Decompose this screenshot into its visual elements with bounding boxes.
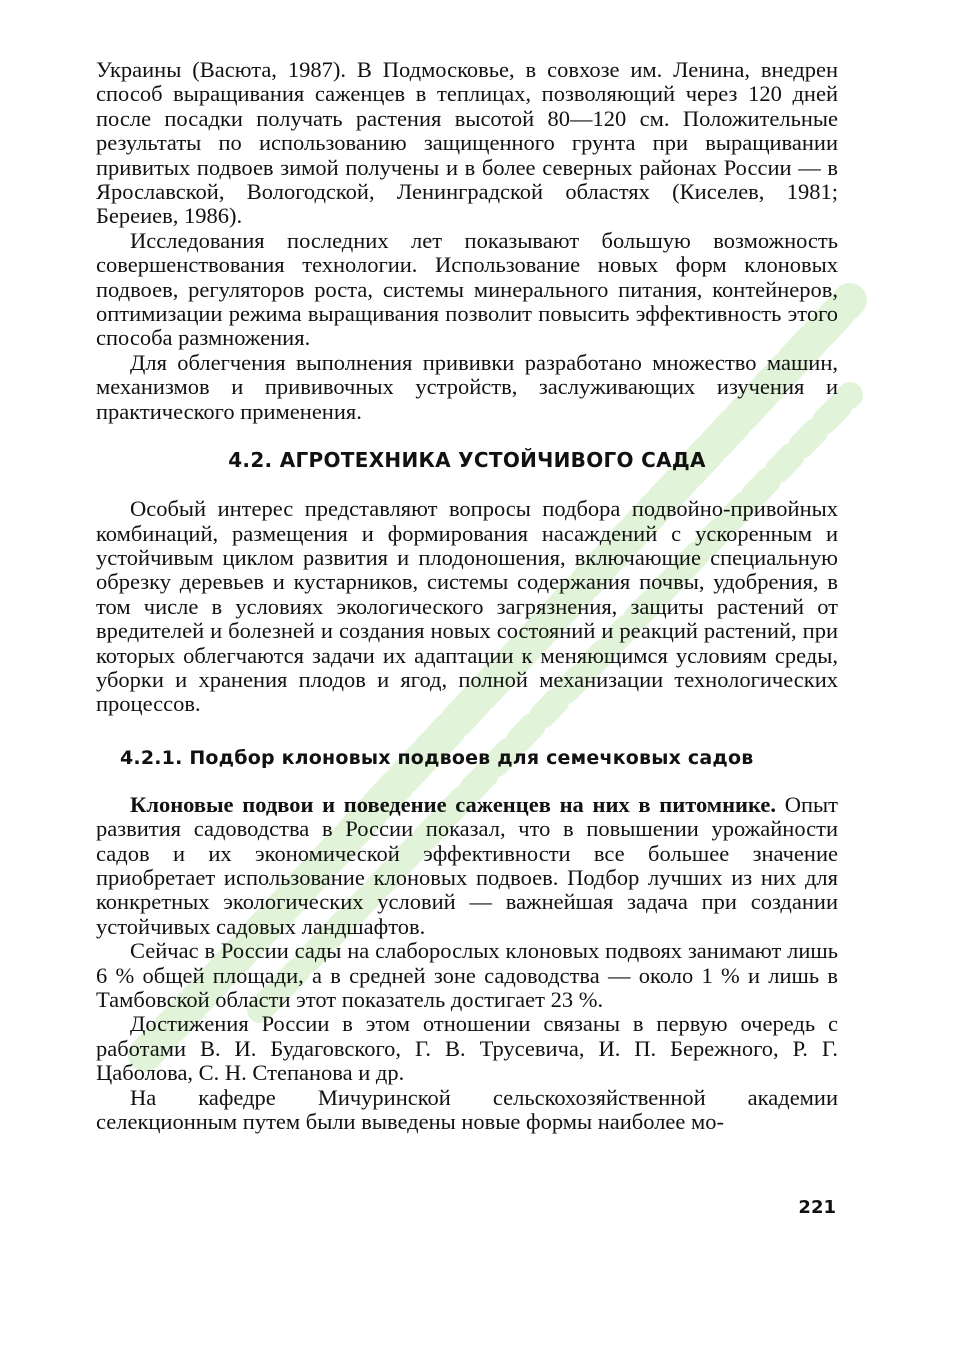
subsection-heading: 4.2.1. Подбор клоновых подвоев для семечковых садов — [120, 746, 754, 769]
nursery-body-text: Опыт развития садоводства в России показал, что в повышении урожайности садов и их экономической эффективности все большее значение приобретает использование клоновых подвоев. Подбор лучших из них для конкретных экологических условий — важнейшая задача при создании устойчивых садовых ландшафтов. — [96, 791, 838, 939]
achievements-paragraph: Достижения России в этом отношении связаны в первую очередь с работами В. И. Будаговского, Г. В. Трусевича, И. П. Бережного, Р. Г. Цаболова, С. Н. Степанова и др. — [96, 1011, 838, 1086]
nursery-paragraph — [96, 793, 838, 939]
nursery-run-in-heading: Клоновые подвои и поведение саженцев на них в питомнике. — [130, 791, 777, 817]
research-paragraph: Исследования последних лет показывают большую возможность совершенствования технологии. Использование новых форм клоновых подвоев, регуляторов роста, системы минерального питания, контейнеров, оптимизации режима выращивания позволит повысить эффективность этого способа размножения. — [96, 227, 838, 351]
area-paragraph: Сейчас в России сады на слаборослых клоновых подвоях занимают лишь 6 % общей площади, а в средней зоне садоводства — около 1 % и лишь в Тамбовской области этот показатель достигает 23 %. — [96, 938, 838, 1012]
section-heading: 4.2. АГРОТЕХНИКА УСТОЙЧИВОГО САДА — [228, 448, 706, 473]
continuation-paragraph: Украины (Васюта, 1987). В Подмосковье, в совхозе им. Ленина, внедрен способ выращивания саженцев в теплицах, позволяющий через 120 дней после посадки получать растения высотой 80—120 см. Положительные результаты по использованию защищенного грунта при выращивании привитых подвоев зимой получены и в более северных районах России — в Ярославской, Вологодской, Ленинградской областях (Киселев, 1981; Береиев, 1986). — [96, 57, 838, 229]
academy-paragraph: На кафедре Мичуринской сельскохозяйственной академии селекционным путем были выведены новые формы наиболее мо- — [96, 1084, 838, 1135]
book-page — [96, 58, 838, 1134]
page-number: 221 — [798, 1197, 836, 1218]
section-intro-paragraph: Особый интерес представляют вопросы подбора подвойно-привойных комбинаций, размещения и формирования насаждений с ускоренным и устойчивым циклом развития и плодоношения, включающие специальную обрезку деревьев и кустарников, системы содержания почвы, удобрения, в том числе в условиях экологического загрязнения, защиты растений от вредителей и болезней и создания новых состояний и реакций растений, при которых облегчаются задачи их адаптации к меняющимся условиям среды, уборки и хранения плодов и ягод, полной механизации технологических процессов. — [96, 496, 838, 717]
grafting-paragraph: Для облегчения выполнения прививки разработано множество машин, механизмов и прививочных устройств, заслуживающих изучения и практического применения. — [96, 349, 838, 424]
